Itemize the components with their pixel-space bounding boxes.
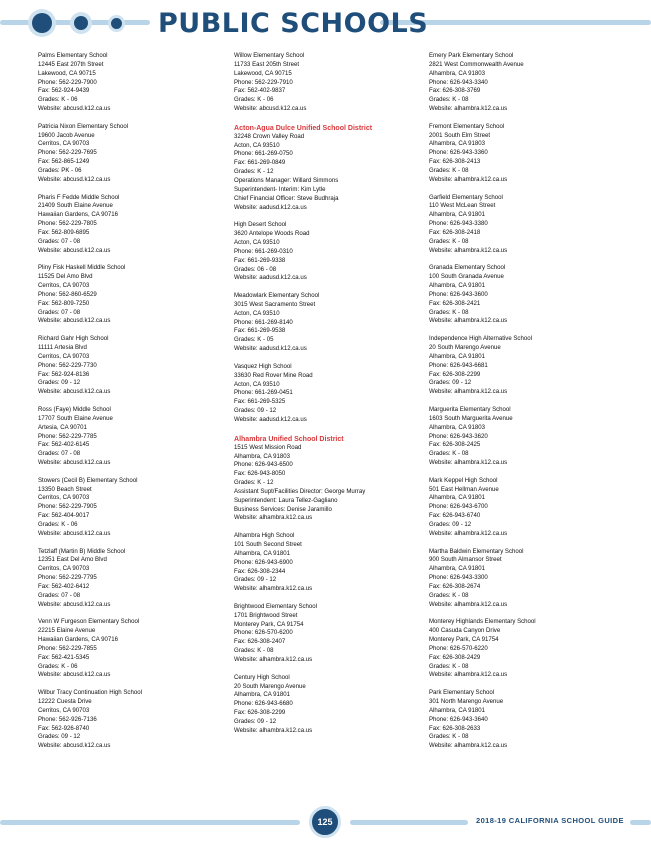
fax-line: Fax: 626-308-2299 [429, 370, 481, 378]
school-name: Granada Elementary School [429, 264, 506, 272]
entry-line: Alhambra, CA 91801 [429, 211, 486, 219]
school-name: Marguerita Elementary School [429, 405, 511, 413]
district-name: Alhambra Unified School District [234, 433, 344, 443]
school-entry [429, 123, 610, 185]
phone-line: Phone: 626-570-6220 [429, 644, 488, 652]
phone-line: Phone: 562-229-7730 [38, 361, 97, 369]
phone-line: Phone: 626-943-3380 [429, 220, 488, 228]
phone-line: Phone: 626-943-6900 [234, 558, 293, 566]
school-name: Mark Keppel High School [429, 476, 498, 484]
website-line: Website: abcusd.k12.ca.us [38, 105, 111, 113]
grades-line: Grades: K - 06 [234, 96, 274, 104]
entry-line: 1515 West Mission Road [234, 443, 302, 451]
phone-line: Phone: 562-229-7855 [38, 644, 97, 652]
school-name: Pliny Fisk Haskell Middle School [38, 264, 126, 272]
school-entry [234, 221, 415, 283]
entry-line: Acton, CA 93510 [234, 141, 280, 149]
school-entry [38, 406, 219, 468]
school-name: Alhambra High School [234, 532, 295, 540]
fax-line: Fax: 661-269-5325 [234, 398, 286, 406]
entry-line: 3620 Antelope Woods Road [234, 230, 310, 238]
district-entry [234, 123, 415, 213]
grades-line: Grades: 07 - 08 [38, 450, 81, 458]
website-line: Website: aadusd.k12.ca.us [234, 203, 307, 211]
school-entry [38, 52, 219, 114]
grades-line: Grades: K - 08 [429, 308, 469, 316]
phone-line: Phone: 661-269-8140 [234, 318, 293, 326]
fax-line: Fax: 626-943-8050 [234, 470, 286, 478]
grades-line: Grades: K - 08 [429, 591, 469, 599]
district-entry [234, 434, 415, 524]
website-line: Website: alhambra.k12.ca.us [429, 600, 508, 608]
entry-line: Cerritos, CA 90703 [38, 706, 90, 714]
entry-line: 301 North Marengo Avenue [429, 698, 504, 706]
school-entry [38, 335, 219, 397]
school-name: Tetzlaff (Martin B) Middle School [38, 547, 126, 555]
entry-line: Operations Manager: Willard Simmons [234, 177, 339, 185]
school-entry [234, 292, 415, 354]
grades-line: Grades: PK - 06 [38, 167, 82, 175]
website-line: Website: alhambra.k12.ca.us [429, 459, 508, 467]
entry-line: Alhambra, CA 91803 [429, 423, 486, 431]
school-name: Century High School [234, 673, 290, 681]
entry-line: Cerritos, CA 90703 [38, 282, 90, 290]
grades-line: Grades: 09 - 12 [234, 407, 277, 415]
fax-line: Fax: 661-269-9338 [234, 256, 286, 264]
phone-line: Phone: 562-229-7795 [38, 574, 97, 582]
grades-line: Grades: K - 08 [234, 647, 274, 655]
phone-line: Phone: 626-943-3640 [429, 715, 488, 723]
grades-line: Grades: K - 12 [234, 168, 274, 176]
entry-line: Superintendent- Interim: Kim Lytle [234, 185, 326, 193]
school-entry [234, 363, 415, 425]
phone-line: Phone: 626-943-3600 [429, 290, 488, 298]
school-entry [234, 532, 415, 594]
fax-line: Fax: 562-924-9439 [38, 87, 90, 95]
fax-line: Fax: 626-308-2429 [429, 653, 481, 661]
school-name: High Desert School [234, 221, 287, 229]
entry-line: Lakewood, CA 90715 [234, 69, 292, 77]
grades-line: Grades: 09 - 12 [38, 379, 81, 387]
school-name: Independence High Alternative School [429, 335, 532, 343]
entry-line: 900 South Almansor Street [429, 556, 502, 564]
footer-rule-left [0, 820, 300, 825]
school-name: Monterey Highlands Elementary School [429, 618, 536, 626]
entry-line: Chief Financial Officer: Steve Budhraja [234, 194, 339, 202]
phone-line: Phone: 626-943-6700 [429, 503, 488, 511]
website-line: Website: alhambra.k12.ca.us [429, 742, 508, 750]
grades-line: Grades: K - 08 [429, 733, 469, 741]
grades-line: Grades: 06 - 08 [234, 265, 277, 273]
entry-line: Artesia, CA 90701 [38, 423, 87, 431]
phone-line: Phone: 562-229-7905 [38, 503, 97, 511]
school-name: Wilbur Tracy Continuation High School [38, 689, 142, 697]
grades-line: Grades: K - 06 [38, 96, 78, 104]
entry-line: Cerritos, CA 90703 [38, 494, 90, 502]
fax-line: Fax: 562-926-8740 [38, 724, 90, 732]
entry-line: Hawaiian Gardens, CA 90716 [38, 211, 118, 219]
entry-line: Acton, CA 93510 [234, 309, 280, 317]
listing-column-1 [38, 52, 228, 760]
grades-line: Grades: 09 - 12 [429, 379, 472, 387]
grades-line: Grades: 07 - 08 [38, 237, 81, 245]
school-entry [38, 264, 219, 326]
entry-line: Business Services: Denise Jaramillo [234, 505, 332, 513]
grades-line: Grades: 07 - 08 [38, 591, 81, 599]
grades-line: Grades: K - 06 [38, 521, 78, 528]
entry-line: 110 West McLean Street [429, 202, 496, 210]
school-name: Garfield Elementary School [429, 193, 503, 201]
school-entry [234, 603, 415, 665]
entry-line: Assistant Supt/Facilities Director: George Murray [234, 487, 366, 495]
school-name: Stowers (Cecil B) Elementary School [38, 476, 138, 484]
website-line: Website: aadusd.k12.ca.us [234, 415, 307, 423]
website-line: Website: abcusd.k12.ca.us [38, 671, 111, 679]
school-name: Emery Park Elementary School [429, 52, 514, 59]
entry-line: Cerritos, CA 90703 [38, 565, 90, 573]
entry-line: 501 East Hellman Avenue [429, 485, 499, 493]
school-entry [234, 674, 415, 736]
phone-line: Phone: 562-229-7805 [38, 220, 97, 228]
grades-line: Grades: K - 05 [234, 336, 274, 344]
fax-line: Fax: 562-402-9837 [234, 87, 286, 95]
website-line: Website: abcusd.k12.ca.us [38, 529, 111, 537]
website-line: Website: alhambra.k12.ca.us [429, 246, 508, 254]
school-entry [38, 194, 219, 256]
phone-line: Phone: 626-943-3360 [429, 149, 488, 157]
fax-line: Fax: 661-269-9538 [234, 327, 286, 335]
school-entry [429, 689, 610, 751]
phone-line: Phone: 626-943-6500 [234, 461, 293, 469]
entry-line: Superintendent: Laura Tellez-Gagliano [234, 496, 338, 504]
phone-line: Phone: 626-943-6680 [234, 700, 293, 708]
grades-line: Grades: K - 08 [429, 167, 469, 175]
phone-line: Phone: 626-943-3300 [429, 574, 488, 582]
school-name: Richard Gahr High School [38, 335, 109, 343]
fax-line: Fax: 626-308-2407 [234, 638, 286, 646]
fax-line: Fax: 626-308-3769 [429, 87, 481, 95]
fax-line: Fax: 626-308-2633 [429, 724, 481, 732]
fax-line: Fax: 562-421-5345 [38, 653, 90, 661]
entry-line: Alhambra, CA 91801 [429, 352, 486, 360]
entry-line: Alhambra, CA 91801 [429, 494, 486, 502]
entry-line: Acton, CA 93510 [234, 380, 280, 388]
fax-line: Fax: 562-404-9017 [38, 512, 90, 520]
website-line: Website: alhambra.k12.ca.us [429, 529, 508, 537]
school-entry [234, 52, 415, 114]
fax-line: Fax: 661-269-0849 [234, 159, 286, 167]
entry-line: 11111 Artesia Blvd [38, 344, 87, 352]
website-line: Website: alhambra.k12.ca.us [429, 388, 508, 396]
phone-line: Phone: 661-269-0310 [234, 247, 293, 255]
entry-line: 22215 Elaine Avenue [38, 627, 96, 635]
school-name: Fremont Elementary School [429, 122, 505, 130]
grades-line: Grades: K - 06 [38, 662, 78, 670]
phone-line: Phone: 562-926-7136 [38, 715, 97, 723]
phone-line: Phone: 626-943-6681 [429, 361, 488, 369]
school-entry [429, 335, 610, 397]
listing-column-2 [234, 52, 424, 745]
phone-line: Phone: 626-570-6200 [234, 629, 293, 637]
entry-line: Alhambra, CA 91801 [234, 549, 291, 557]
entry-line: 20 South Marengo Avenue [429, 344, 501, 352]
phone-line: Phone: 562-229-7900 [38, 78, 97, 86]
grades-line: Grades: 07 - 08 [38, 308, 81, 316]
grades-line: Grades: K - 12 [234, 479, 274, 487]
school-entry [38, 618, 219, 680]
entry-line: Acton, CA 93510 [234, 238, 280, 246]
footer-rule-right [350, 820, 468, 825]
website-line: Website: abcusd.k12.ca.us [38, 600, 111, 608]
page-header [0, 0, 651, 48]
school-entry [429, 194, 610, 256]
district-name: Acton-Agua Dulce Unified School District [234, 122, 373, 132]
phone-line: Phone: 562-229-7695 [38, 149, 97, 157]
entry-line: Cerritos, CA 90703 [38, 140, 90, 148]
website-line: Website: alhambra.k12.ca.us [429, 317, 508, 325]
entry-line: 33630 Red Rover Mine Road [234, 371, 313, 379]
phone-line: Phone: 661-269-0451 [234, 389, 293, 397]
phone-line: Phone: 661-269-0750 [234, 150, 293, 158]
school-name: Patricia Nixon Elementary School [38, 122, 129, 130]
school-name: Pharis F Fedde Middle School [38, 193, 120, 201]
school-name: Ross (Faye) Middle School [38, 405, 111, 413]
website-line: Website: abcusd.k12.ca.us [38, 388, 111, 396]
school-entry [429, 548, 610, 610]
entry-line: 32248 Crown Valley Road [234, 132, 305, 140]
fax-line: Fax: 562-402-6412 [38, 582, 90, 590]
school-entry [38, 477, 219, 539]
grades-line: Grades: K - 08 [429, 450, 469, 458]
page-footer [0, 800, 651, 845]
header-dot-large [32, 13, 52, 33]
fax-line: Fax: 562-924-8136 [38, 370, 90, 378]
fax-line: Fax: 626-308-2418 [429, 228, 481, 236]
fax-line: Fax: 626-943-6740 [429, 512, 481, 520]
grades-line: Grades: K - 08 [429, 237, 469, 245]
school-name: Park Elementary School [429, 689, 495, 697]
entry-line: Alhambra, CA 91803 [234, 452, 291, 460]
website-line: Website: alhambra.k12.ca.us [234, 726, 313, 734]
school-name: Palms Elementary School [38, 52, 108, 59]
school-entry [429, 264, 610, 326]
school-entry [429, 618, 610, 680]
website-line: Website: alhambra.k12.ca.us [429, 105, 508, 113]
school-entry [38, 689, 219, 751]
phone-line: Phone: 626-943-3620 [429, 432, 488, 440]
website-line: Website: abcusd.k12.ca.us [38, 246, 111, 254]
website-line: Website: abcusd.k12.ca.us [38, 317, 111, 325]
school-name: Meadowlark Elementary School [234, 292, 320, 300]
entry-line: 1701 Brightwood Street [234, 611, 298, 619]
entry-line: 21409 South Elaine Avenue [38, 202, 113, 210]
entry-line: 12222 Cuesta Drive [38, 698, 92, 706]
entry-line: Alhambra, CA 91801 [234, 691, 291, 699]
phone-line: Phone: 562-860-6529 [38, 290, 97, 298]
fax-line: Fax: 626-308-2425 [429, 441, 481, 449]
entry-line: 11733 East 205th Street [234, 60, 300, 68]
entry-line: 12351 East Del Amo Blvd [38, 556, 107, 564]
entry-line: Lakewood, CA 90715 [38, 69, 96, 77]
fax-line: Fax: 626-308-2299 [234, 709, 286, 717]
listing-column-3 [429, 52, 619, 760]
entry-line: 19600 Jacob Avenue [38, 131, 95, 139]
fax-line: Fax: 626-308-2674 [429, 582, 481, 590]
grades-line: Grades: K - 08 [429, 96, 469, 104]
entry-line: 2821 West Commonwealth Avenue [429, 60, 524, 68]
entry-line: Alhambra, CA 91803 [429, 140, 486, 148]
fax-line: Fax: 626-308-2344 [234, 567, 286, 575]
school-name: Martha Baldwin Elementary School [429, 547, 524, 555]
entry-line: Hawaiian Gardens, CA 90716 [38, 636, 118, 644]
website-line: Website: aadusd.k12.ca.us [234, 274, 307, 282]
school-name: Vasquez High School [234, 362, 292, 370]
entry-line: Alhambra, CA 91803 [429, 69, 486, 77]
school-name: Venn W Furgeson Elementary School [38, 618, 140, 626]
school-name: Willow Elementary School [234, 52, 305, 59]
entry-line: 17707 South Elaine Avenue [38, 414, 113, 422]
grades-line: Grades: 09 - 12 [38, 733, 81, 741]
phone-line: Phone: 626-943-3340 [429, 78, 488, 86]
website-line: Website: abcusd.k12.ca.us [38, 742, 111, 750]
entry-line: 100 South Granada Avenue [429, 273, 504, 281]
fax-line: Fax: 626-308-2413 [429, 158, 481, 166]
entry-line: 400 Casuda Canyon Drive [429, 627, 501, 635]
entry-line: 101 South Second Street [234, 541, 302, 548]
grades-line: Grades: 09 - 12 [234, 576, 277, 584]
school-entry [38, 123, 219, 185]
school-entry [38, 548, 219, 610]
entry-line: 11525 Del Amo Blvd [38, 273, 93, 281]
entry-line: 3015 West Sacramento Street [234, 300, 316, 308]
entry-line: Alhambra, CA 91801 [429, 565, 486, 573]
fax-line: Fax: 626-308-2421 [429, 299, 481, 307]
grades-line: Grades: K - 08 [429, 662, 469, 670]
school-entry [429, 52, 610, 114]
entry-line: Monterey Park, CA 91754 [234, 620, 304, 628]
fax-line: Fax: 562-809-6895 [38, 228, 90, 236]
entry-line: Alhambra, CA 91801 [429, 706, 486, 714]
entry-line: 20 South Marengo Avenue [234, 682, 306, 690]
entry-line: 1603 South Marguerita Avenue [429, 414, 513, 422]
entry-line: Monterey Park, CA 91754 [429, 636, 499, 644]
school-name: Brightwood Elementary School [234, 602, 318, 610]
website-line: Website: alhambra.k12.ca.us [234, 514, 313, 522]
footer-rule-far-right [630, 820, 651, 825]
header-dot-medium [74, 16, 88, 30]
entry-line: 13350 Beach Street [38, 485, 92, 493]
page-number: 125 [309, 806, 341, 838]
entry-line: Cerritos, CA 90703 [38, 352, 90, 360]
grades-line: Grades: 09 - 12 [429, 521, 472, 528]
website-line: Website: alhambra.k12.ca.us [429, 175, 508, 183]
entry-line: Alhambra, CA 91801 [429, 282, 486, 290]
entry-line: 12445 East 207th Street [38, 60, 104, 68]
website-line: Website: abcusd.k12.ca.us [38, 459, 111, 467]
website-line: Website: abcusd.k12.ca.us [38, 175, 111, 183]
website-line: Website: abcusd.k12.ca.us [234, 105, 307, 113]
website-line: Website: alhambra.k12.ca.us [234, 585, 313, 593]
website-line: Website: alhambra.k12.ca.us [429, 671, 508, 679]
phone-line: Phone: 562-229-7785 [38, 432, 97, 440]
website-line: Website: aadusd.k12.ca.us [234, 345, 307, 353]
fax-line: Fax: 562-865-1249 [38, 158, 90, 166]
page-title: PUBLIC SCHOOLS [158, 8, 429, 39]
website-line: Website: alhambra.k12.ca.us [234, 656, 313, 664]
entry-line: 2001 South Elm Street [429, 131, 491, 139]
phone-line: Phone: 562-229-7910 [234, 78, 293, 86]
school-entry [429, 406, 610, 468]
header-dot-small [111, 18, 122, 29]
guide-title: 2018-19 CALIFORNIA SCHOOL GUIDE [476, 816, 624, 825]
fax-line: Fax: 562-809-7250 [38, 299, 90, 307]
grades-line: Grades: 09 - 12 [234, 717, 277, 725]
fax-line: Fax: 562-402-6145 [38, 441, 90, 449]
school-entry [429, 477, 610, 539]
